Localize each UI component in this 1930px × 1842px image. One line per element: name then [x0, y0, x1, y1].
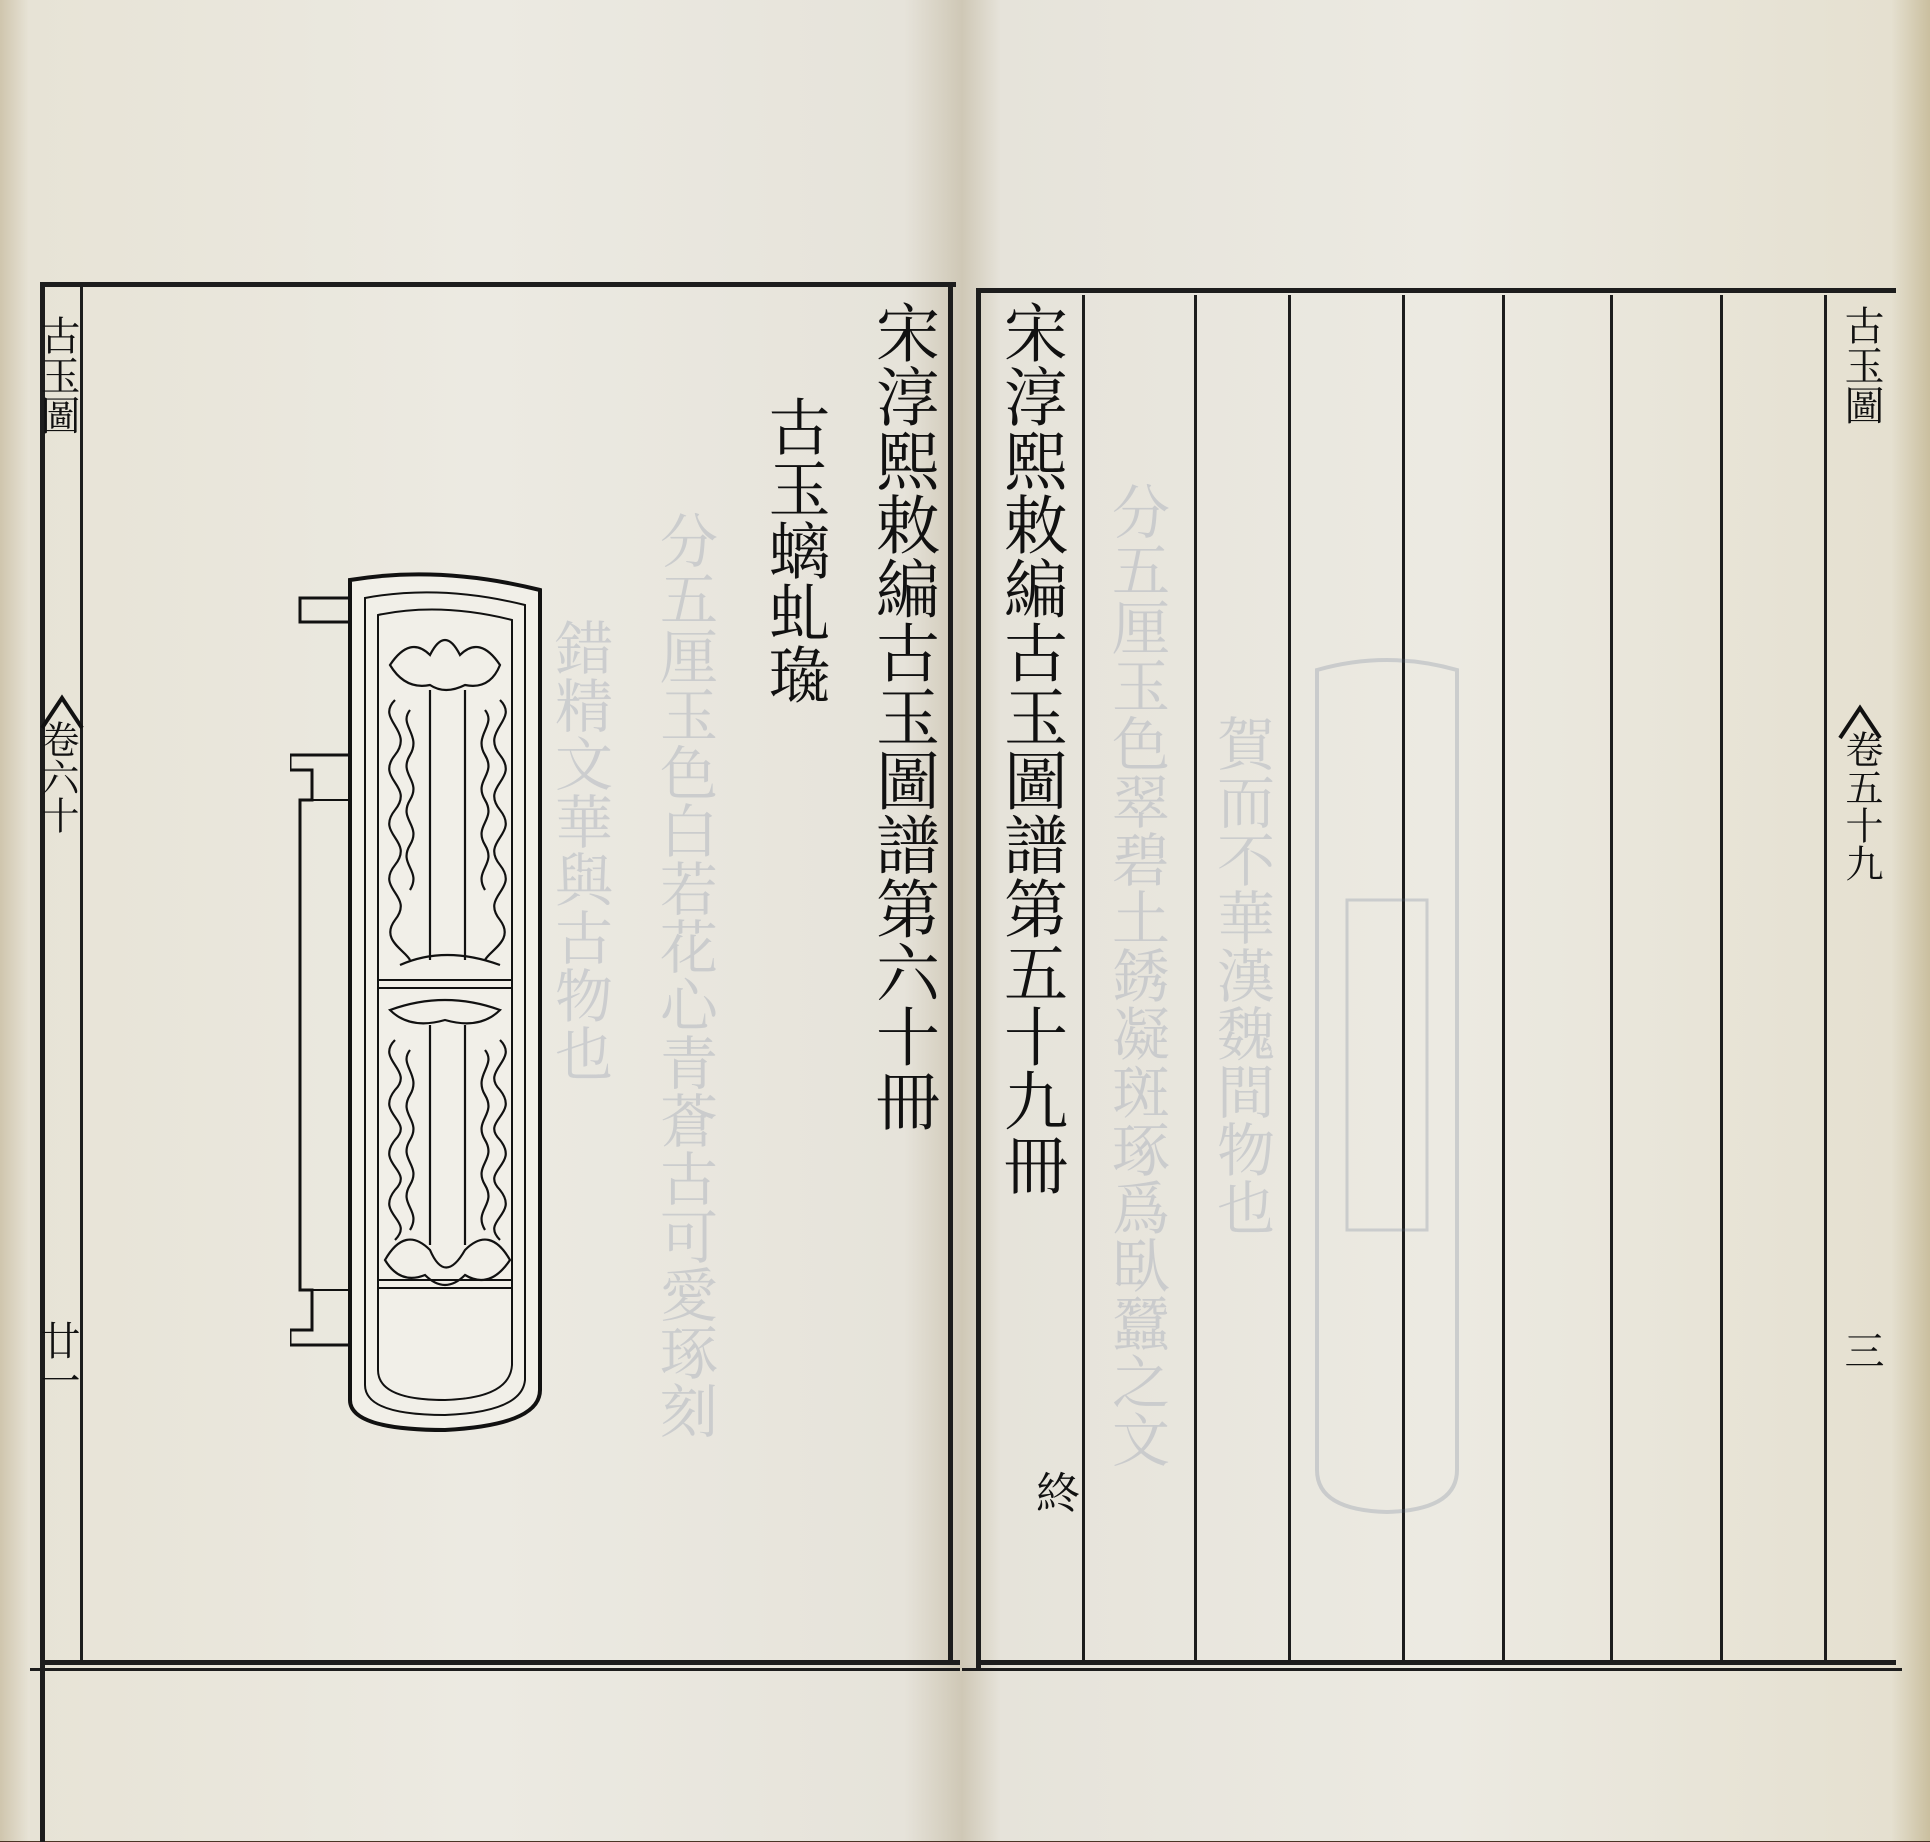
left-bottom-rule	[40, 1660, 960, 1665]
jade-scabbard-slide-illustration	[290, 570, 550, 1450]
bleed-through-text: 分五厘玉色白若花心青蒼古可愛琢刻	[650, 511, 718, 1439]
right-top-rule	[976, 288, 1896, 293]
column-rule	[1824, 295, 1827, 1660]
left-margin-volume: 卷六十	[35, 720, 79, 834]
column-rule	[1502, 295, 1505, 1660]
right-page	[962, 0, 1930, 1841]
right-margin-volume: 卷五十九	[1839, 730, 1883, 882]
left-bottom-rule-2	[30, 1668, 960, 1671]
right-heading-rule	[976, 288, 981, 1668]
left-heading-rule	[948, 282, 953, 1662]
left-page	[0, 0, 962, 1841]
column-rule	[1082, 295, 1085, 1660]
left-page-heading: 宋淳熙敕編古玉圖譜第六十冊	[865, 300, 939, 1132]
right-fishtail-mark	[1838, 700, 1883, 740]
column-rule	[1720, 295, 1723, 1660]
right-bottom-rule-2	[962, 1668, 1902, 1671]
left-margin-folio: 廿一	[34, 1320, 80, 1400]
left-fishtail-mark	[40, 690, 85, 730]
bleed-through-text: 分五厘玉色翠碧土銹凝斑琢爲臥蠶之文	[1102, 482, 1170, 1468]
column-rule	[1288, 295, 1291, 1660]
bleed-through-illustration	[1307, 650, 1467, 1530]
right-bottom-rule	[976, 1660, 1896, 1665]
right-page-heading: 宋淳熙敕編古玉圖譜第五十九冊	[993, 300, 1067, 1196]
left-inner-border	[80, 282, 83, 1662]
end-mark: 終	[1028, 1470, 1079, 1514]
left-margin-title: 古玉圖	[34, 315, 80, 435]
right-margin-folio: 三	[1838, 1330, 1884, 1370]
bleed-through-text: 賀而不華漢魏間物也	[1207, 714, 1275, 1236]
bleed-through-text: 錯精文華與古物也	[545, 618, 613, 1082]
right-margin-title: 古玉圖	[1838, 305, 1884, 425]
column-rule	[1610, 295, 1613, 1660]
left-item-title: 古玉螭虬璏	[758, 395, 831, 705]
